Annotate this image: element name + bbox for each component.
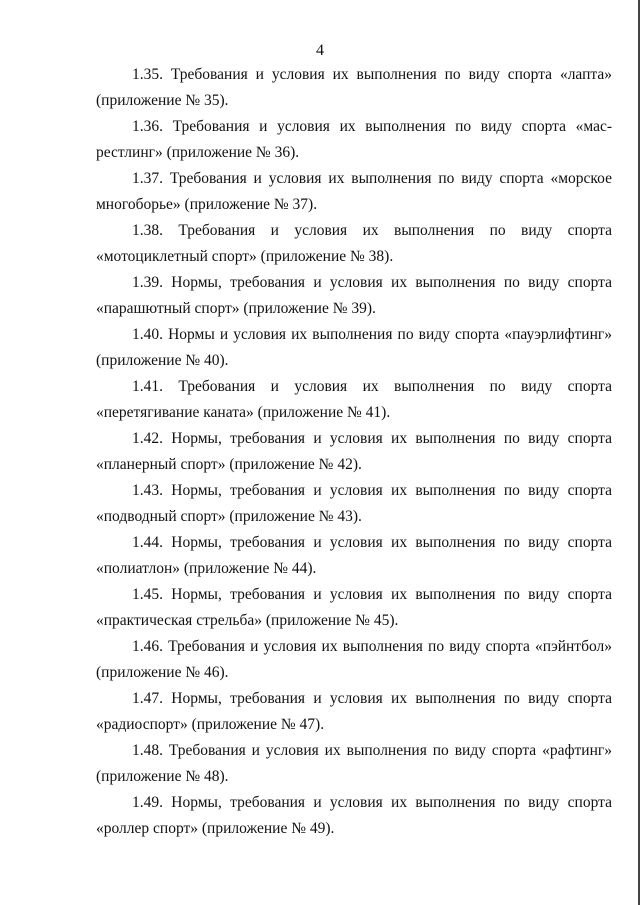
list-item: 1.48. Требования и условия их выполнения по виду спорта «рафтинг» (приложение № 48). [96, 742, 612, 785]
list-item: 1.44. Нормы, требования и условия их выполнения по виду спорта «полиатлон» (приложение № 44). [96, 534, 612, 577]
list-item: 1.38. Требования и условия их выполнения по виду спорта «мотоциклетный спорт» (приложение № 38). [96, 222, 612, 265]
list-item: 1.45. Нормы, требования и условия их выполнения по виду спорта «практическая стрельба» (приложение № 45). [96, 586, 612, 629]
list-item: 1.41. Требования и условия их выполнения по виду спорта «перетягивание каната» (приложение № 41). [96, 378, 612, 421]
list-item: 1.42. Нормы, требования и условия их выполнения по виду спорта «планерный спорт» (приложение № 42). [96, 430, 612, 473]
list-item: 1.40. Нормы и условия их выполнения по виду спорта «пауэрлифтинг» (приложение № 40). [96, 326, 612, 369]
list-item: 1.39. Нормы, требования и условия их выполнения по виду спорта «парашютный спорт» (приложение № 39). [96, 274, 612, 317]
document-body [96, 62, 612, 842]
page-number: 4 [316, 42, 324, 59]
list-item: 1.36. Требования и условия их выполнения по виду спорта «масрестлинг» (приложение № 36). [96, 118, 612, 161]
list-item: 1.43. Нормы, требования и условия их выполнения по виду спорта «подводный спорт» (приложение № 43). [96, 482, 612, 525]
list-item: 1.35. Требования и условия их выполнения по виду спорта «лапта» (приложение № 35). [96, 66, 612, 109]
list-item: 1.46. Требования и условия их выполнения по виду спорта «пэйнтбол» (приложение № 46). [96, 638, 612, 681]
list-item: 1.37. Требования и условия их выполнения по виду спорта «морское многоборье» (приложение № 37). [96, 170, 612, 213]
list-item: 1.49. Нормы, требования и условия их выполнения по виду спорта «роллер спорт» (приложение № 49). [96, 794, 612, 837]
list-item: 1.47. Нормы, требования и условия их выполнения по виду спорта «радиоспорт» (приложение № 47). [96, 690, 612, 733]
